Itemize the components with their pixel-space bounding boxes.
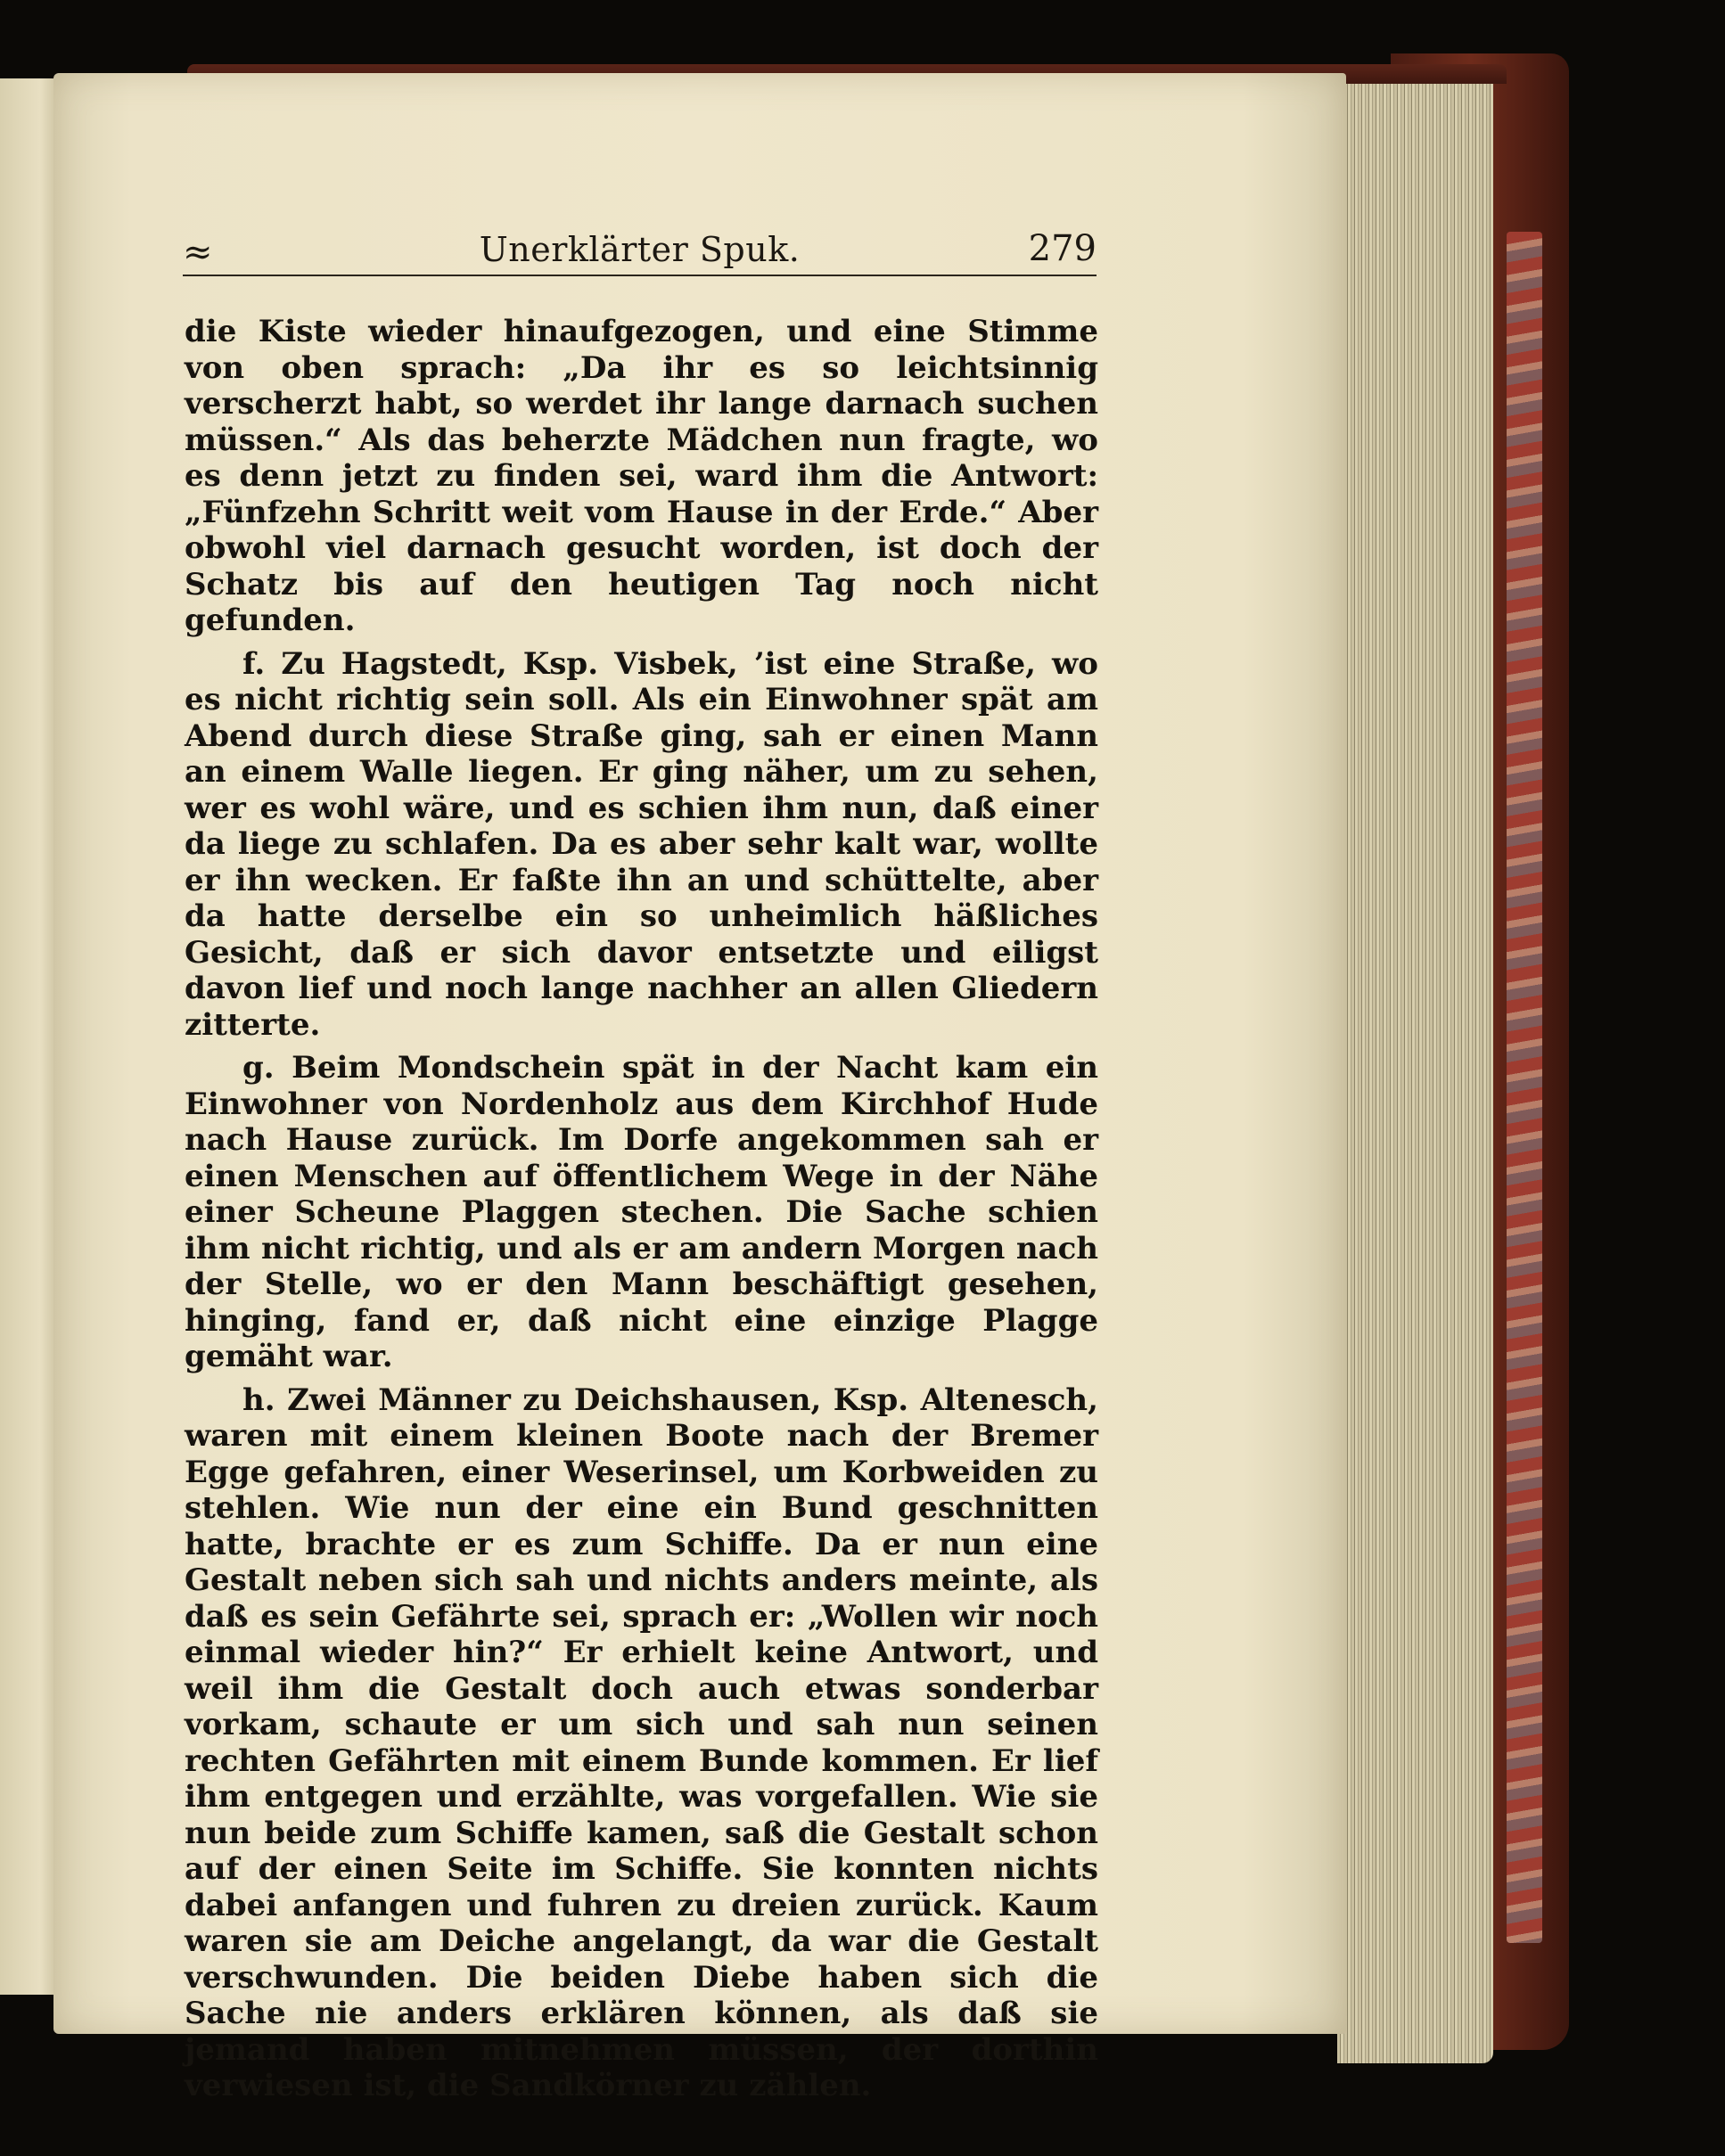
page-edges [1337,76,1493,2063]
header-ornament: ≈ [183,232,213,273]
header-rule [183,275,1097,276]
paragraph-g: g. Beim Mondschein spät in der Nacht kam ein Einwohner von Nordenholz aus dem Kirchhof Hude nach Hause zurück. Im Dorfe angekommen sah er einen Menschen auf öffentlichem Wege in der Nähe einer Scheune Plaggen stechen. Die Sache schien ihm nicht richtig, und als er am andern Morgen nach der Stelle, wo er den Mann beschäftigt gesehen, hinging, fand er, daß nicht eine einzige Plagge gemäht war. [185,1050,1098,1374]
paragraph-h: h. Zwei Männer zu Deichshausen, Ksp. Altenesch, waren mit einem kleinen Boote nach der Bremer Egge gefahren, einer Weserinsel, um Korbweiden zu stehlen. Wie nun der eine ein Bund geschnitten hatte, brachte er es zum Schiffe. Da er nun eine Gestalt neben sich sah und nichts anders meinte, als daß es sein Gefährte sei, sprach er: „Wollen wir noch einmal wieder hin?“ Er erhielt keine Antwort, und weil ihm die Gestalt doch auch etwas sonderbar vorkam, schaute er um sich und sah nun seinen rechten Gefährten mit einem Bunde kommen. Er lief ihm entgegen und erzählte, was vorgefallen. Wie sie nun beide zum Schiffe kamen, saß die Gestalt schon auf der einen Seite im Schiffe. Sie konnten nichts dabei anfangen und fuhren zu dreien zurück. Kaum waren sie am Deiche angelangt, da war die Gestalt verschwunden. Die beiden Diebe haben sich die Sache nie anders erklären können, als daß sie jemand haben mitnehmen müssen, der dorthin verwiesen ist, die Sandkörner zu zählen. [185,1381,1098,2103]
paragraph-f: f. Zu Hagstedt, Ksp. Visbek, ’ist eine Straße, wo es nicht richtig sein soll. Als ein Einwohner spät am Abend durch diese Straße ging, sah er einen Mann an einem Walle liegen. Er ging näher, um zu sehen, wer es wohl wäre, und es schien ihm nun, daß einer da liege zu schlafen. Da es aber sehr kalt war, wollte er ihn wecken. Er faßte ihn an und schüttelte, aber da hatte derselbe ein so unheimlich häßliches Gesicht, daß er sich davor entsetzte und eiligst davon lief und noch lange nachher an allen Gliedern zitterte. [185,645,1098,1043]
paragraph-continuation: die Kiste wieder hinaufgezogen, und eine Stimme von oben sprach: „Da ihr es so leichtsinnig verscherzt habt, so werdet ihr lange darnach suchen müssen.“ Als das beherzte Mädchen nun fragte, wo es denn jetzt zu finden sei, ward ihm die Antwort: „Fünfzehn Schritt weit vom Hause in der Erde.“ Aber obwohl viel darnach gesucht worden, ist doch der Schatz bis auf den heutigen Tag noch nicht gefunden. [185,314,1098,638]
body-text [185,314,1098,2111]
page-number: 279 [1028,228,1097,269]
running-header [183,225,1097,278]
running-title: Unerklärter Spuk. [479,230,801,269]
marbled-edge [1507,232,1542,1943]
